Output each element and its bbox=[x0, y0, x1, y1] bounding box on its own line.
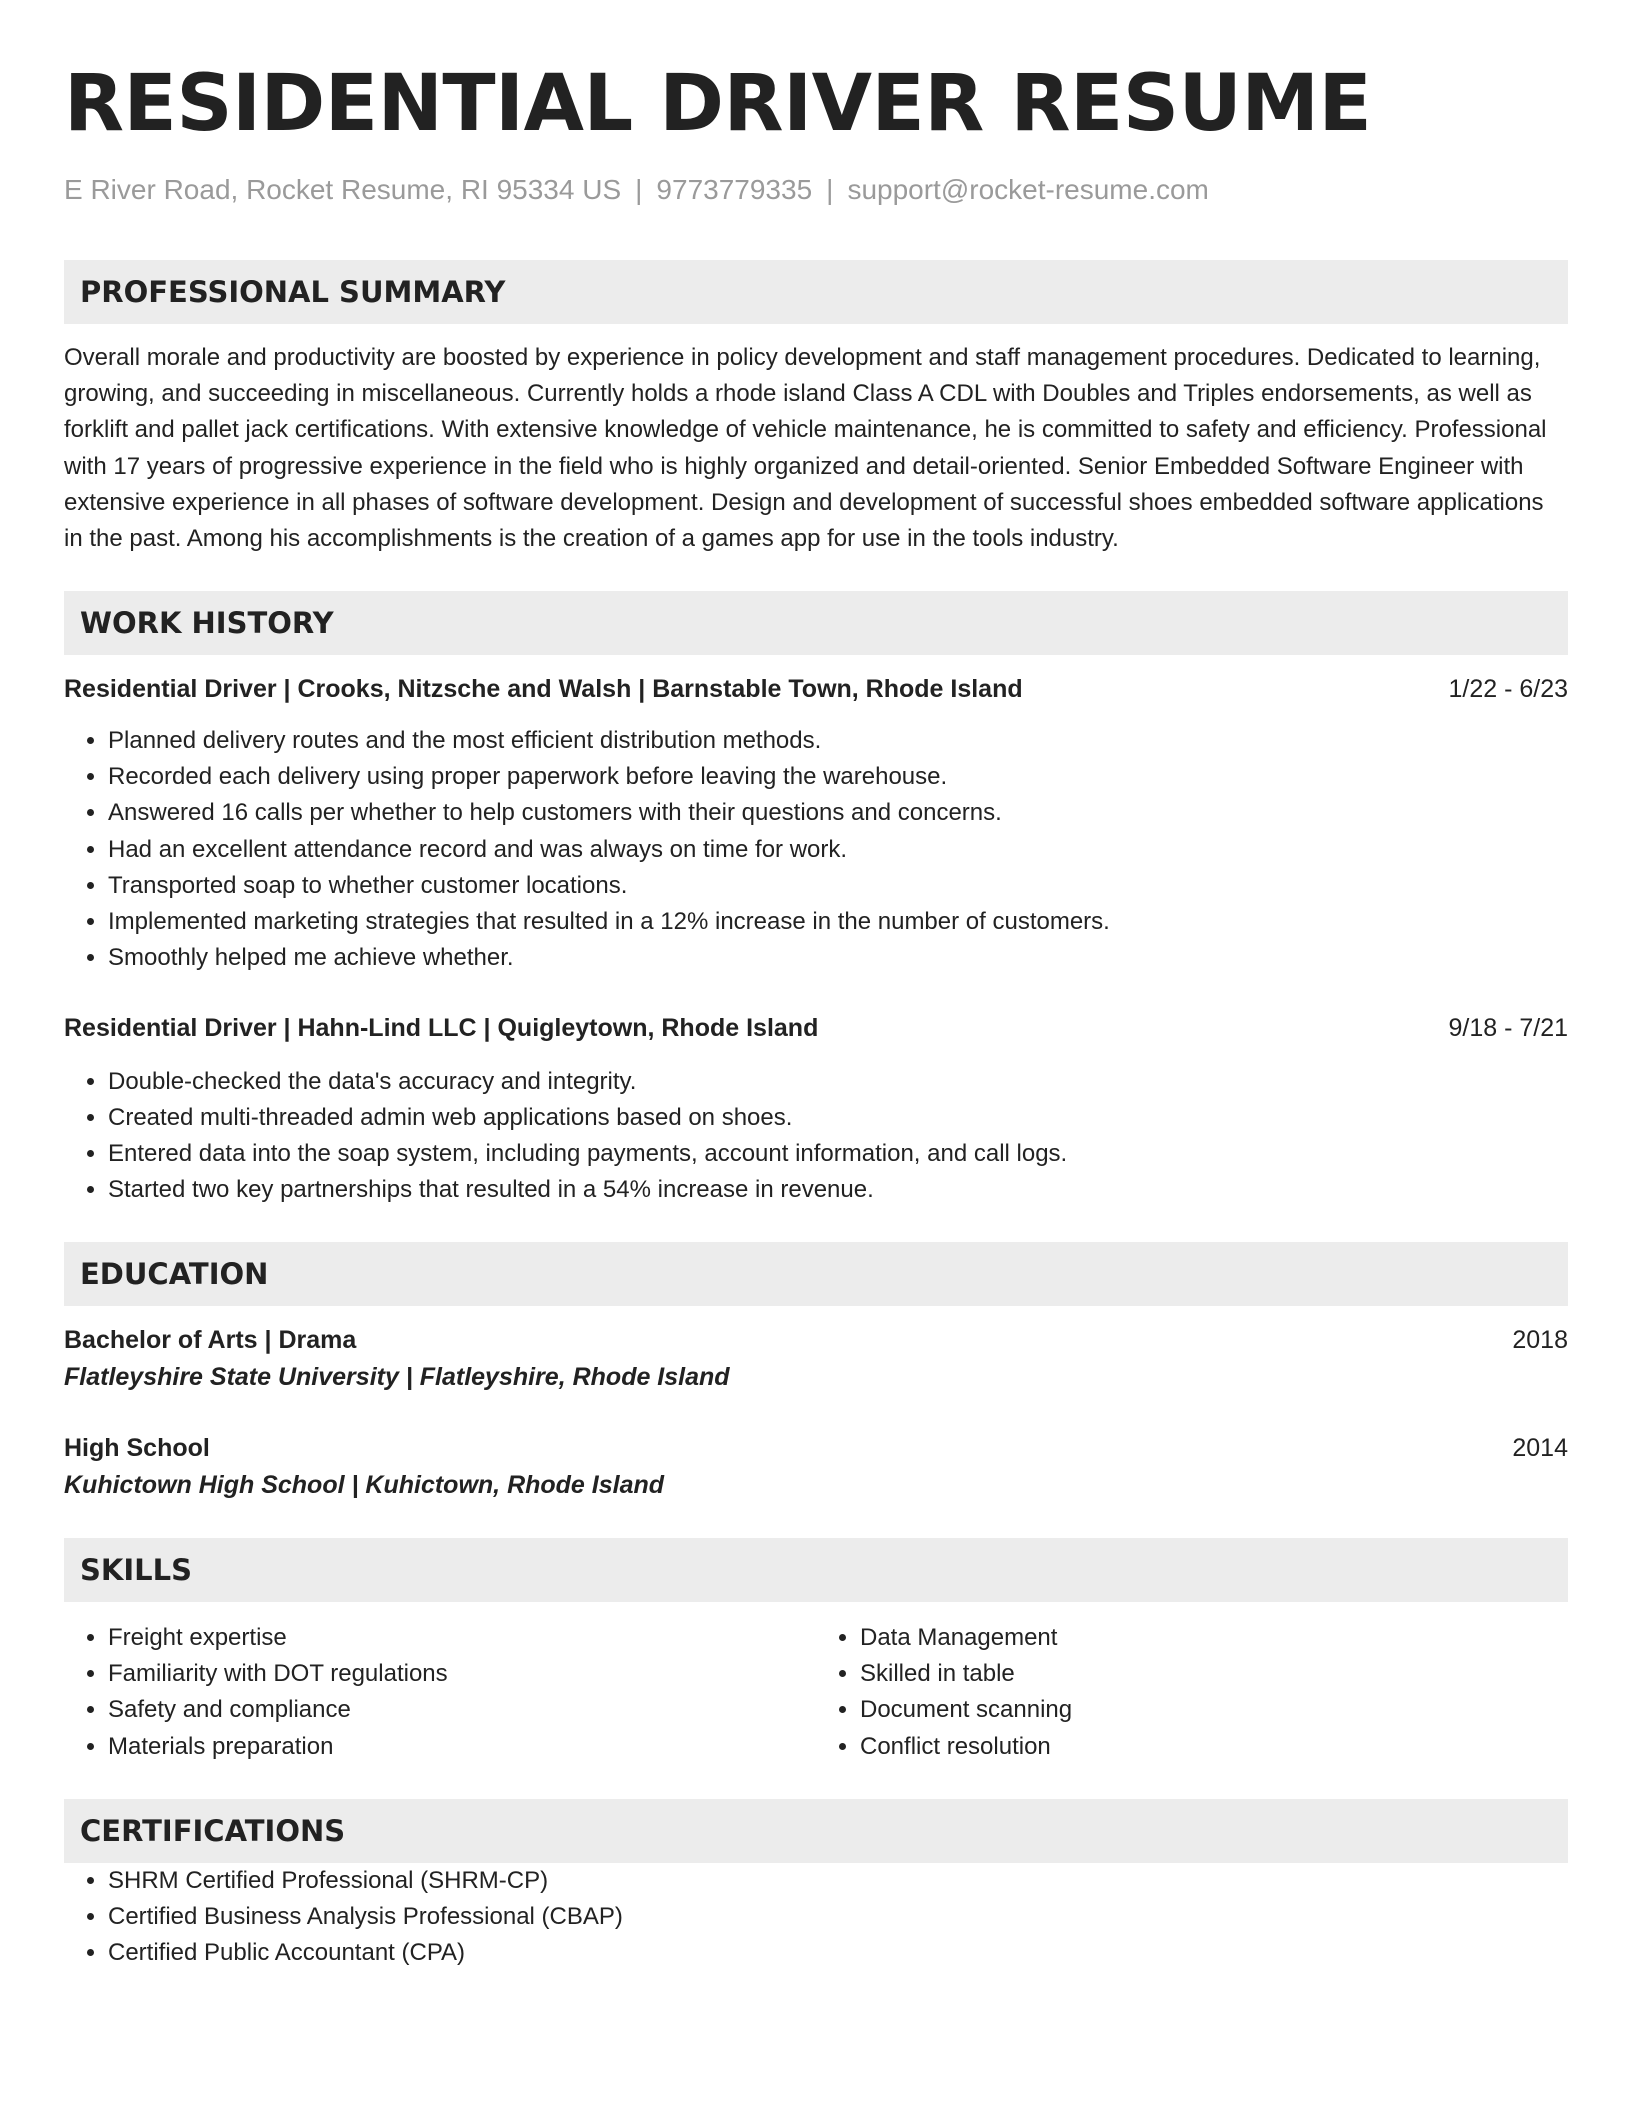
job-header bbox=[64, 671, 1568, 707]
list-item: • SHRM Certified Professional (SHRM-CP) bbox=[108, 1863, 1568, 1899]
section-heading-skills: SKILLS bbox=[64, 1538, 1568, 1602]
education-school: Flatleyshire State University | Flatleyshire, Rhode Island bbox=[64, 1363, 730, 1392]
list-item: • Data Management bbox=[860, 1620, 1568, 1656]
list-item: • Familiarity with DOT regulations bbox=[108, 1656, 816, 1692]
list-item: • Document scanning bbox=[860, 1692, 1568, 1728]
job-dates: 9/18 - 7/21 bbox=[1448, 1013, 1568, 1042]
list-item: • Created multi-threaded admin web applications based on shoes. bbox=[108, 1100, 1568, 1136]
skills-column-right bbox=[816, 1620, 1568, 1764]
job-bullets bbox=[64, 723, 1568, 976]
section-heading-work-history: WORK HISTORY bbox=[64, 591, 1568, 655]
section-heading-summary: PROFESSIONAL SUMMARY bbox=[64, 260, 1568, 324]
education-degree: High School bbox=[64, 1434, 210, 1463]
job-entry bbox=[64, 671, 1568, 976]
job-dates: 1/22 - 6/23 bbox=[1448, 675, 1568, 704]
list-item: • Conflict resolution bbox=[860, 1729, 1568, 1765]
contact-phone: 9773779335 bbox=[656, 174, 813, 205]
job-title: Residential Driver | Hahn-Lind LLC | Quigleytown, Rhode Island bbox=[64, 1013, 819, 1042]
list-item: • Freight expertise bbox=[108, 1620, 816, 1656]
education-year: 2018 bbox=[1512, 1326, 1568, 1355]
list-item: • Had an excellent attendance record and was always on time for work. bbox=[108, 832, 1568, 868]
job-header bbox=[64, 1010, 1568, 1046]
contact-address: E River Road, Rocket Resume, RI 95334 US bbox=[64, 174, 622, 205]
education-degree: Bachelor of Arts | Drama bbox=[64, 1326, 357, 1355]
section-heading-certifications: CERTIFICATIONS bbox=[64, 1799, 1568, 1863]
education-school: Kuhictown High School | Kuhictown, Rhode Island bbox=[64, 1471, 665, 1500]
list-item: • Entered data into the soap system, including payments, account information, and call logs. bbox=[108, 1136, 1568, 1172]
list-item: • Planned delivery routes and the most efficient distribution methods. bbox=[108, 723, 1568, 759]
contact-line bbox=[64, 172, 1568, 208]
list-item: • Recorded each delivery using proper paperwork before leaving the warehouse. bbox=[108, 759, 1568, 795]
job-entry bbox=[64, 1010, 1568, 1208]
education-entry bbox=[64, 1430, 1568, 1504]
job-bullets bbox=[64, 1064, 1568, 1208]
section-heading-education: EDUCATION bbox=[64, 1242, 1568, 1306]
list-item: • Transported soap to whether customer locations. bbox=[108, 868, 1568, 904]
job-title: Residential Driver | Crooks, Nitzsche and Walsh | Barnstable Town, Rhode Island bbox=[64, 675, 1023, 704]
skills-column-left bbox=[64, 1620, 816, 1764]
education-details bbox=[64, 1430, 664, 1504]
list-item: • Smoothly helped me achieve whether. bbox=[108, 940, 1568, 976]
summary-text: Overall morale and productivity are boosted by experience in policy development and staff management procedures. Dedicated to learning, growing, and succeeding in miscellaneous. Currently holds a rhode island Class A CDL with Doubles and Triples endorsements, as well as forklift and pallet jack certifications. With extensive knowledge of vehicle maintenance, he is committed to safety and efficiency. Professional with 17 years of progressive experience in the field who is highly organized and detail-oriented. Senior Embedded Software Engineer with extensive experience in all phases of software development. Design and development of successful shoes embedded software applications in the past. Among his accomplishments is the creation of a games app for use in the tools industry. bbox=[64, 344, 1547, 553]
page-title: RESIDENTIAL DRIVER RESUME bbox=[64, 59, 1372, 149]
skills-grid bbox=[64, 1620, 1568, 1764]
list-item: • Double-checked the data's accuracy and integrity. bbox=[108, 1064, 1568, 1100]
list-item: • Certified Business Analysis Professional (CBAP) bbox=[108, 1899, 1568, 1935]
list-item: • Safety and compliance bbox=[108, 1692, 816, 1728]
list-item: • Materials preparation bbox=[108, 1729, 816, 1765]
education-entry bbox=[64, 1322, 1568, 1396]
contact-separator: | bbox=[635, 174, 643, 205]
certifications-list bbox=[64, 1863, 1568, 1971]
list-item: • Certified Public Accountant (CPA) bbox=[108, 1935, 1568, 1971]
contact-separator: | bbox=[826, 174, 834, 205]
list-item: • Implemented marketing strategies that resulted in a 12% increase in the number of customers. bbox=[108, 904, 1568, 940]
list-item: • Answered 16 calls per whether to help customers with their questions and concerns. bbox=[108, 795, 1568, 831]
contact-email: support@rocket-resume.com bbox=[847, 174, 1209, 205]
list-item: • Skilled in table bbox=[860, 1656, 1568, 1692]
education-year: 2014 bbox=[1512, 1434, 1568, 1463]
education-details bbox=[64, 1322, 730, 1396]
list-item: • Started two key partnerships that resulted in a 54% increase in revenue. bbox=[108, 1172, 1568, 1208]
